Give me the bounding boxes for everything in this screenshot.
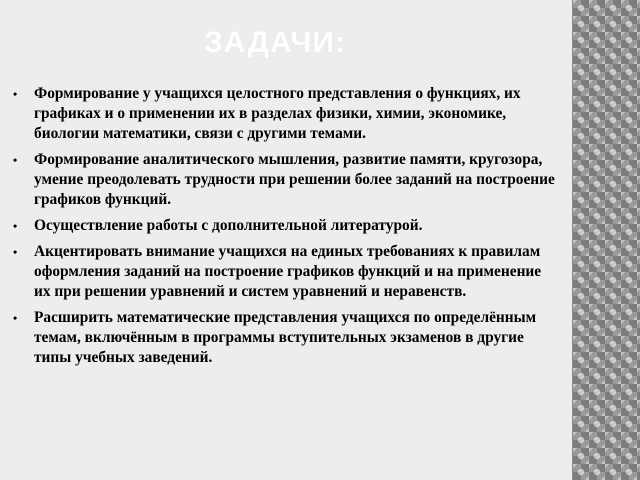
- bullet-item: [12, 308, 560, 368]
- bullet-dot-icon: •: [13, 87, 18, 101]
- bullet-list: [12, 84, 560, 374]
- bullet-item: [12, 84, 560, 144]
- bullet-text: Осуществление работы с дополнительной литературой.: [34, 217, 423, 234]
- bullet-dot-icon: •: [13, 245, 18, 259]
- bullet-text: Формирование аналитического мышления, развитие памяти, кругозора, умение преодолевать трудности при решении более заданий на построение графиков функций.: [34, 151, 555, 208]
- slide-title: ЗАДАЧИ:: [204, 26, 346, 59]
- bullet-dot-icon: •: [13, 153, 18, 167]
- bullet-item: [12, 242, 560, 302]
- decorative-pattern-strip: [572, 0, 640, 480]
- bullet-item: [12, 150, 560, 210]
- bullet-dot-icon: •: [13, 219, 18, 233]
- bullet-text: Акцентировать внимание учащихся на единых требованиях к правилам оформления заданий на построение графиков функций и на применение их при решении уравнений и систем уравнений и неравенств.: [34, 243, 542, 300]
- bullet-dot-icon: •: [13, 311, 18, 325]
- bullet-text: Формирование у учащихся целостного представления о функциях, их графиках и о применении их в разделах физики, химии, экономике, биологии математики, связи с другими темами.: [34, 85, 521, 142]
- bullet-text: Расширить математические представления учащихся по определённым темам, включённым в программы вступительных экзаменов в другие типы учебных заведений.: [34, 309, 537, 366]
- bullet-item: [12, 216, 560, 236]
